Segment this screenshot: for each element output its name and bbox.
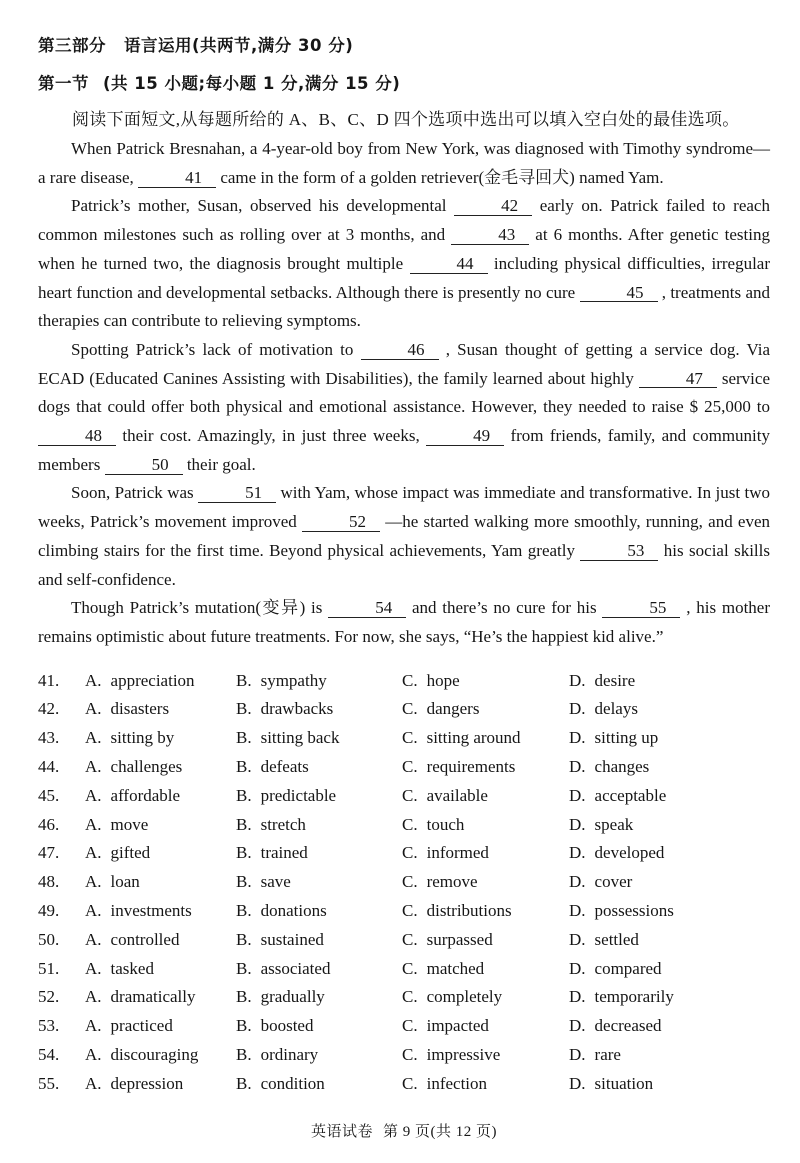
question-number: 52. [38, 987, 60, 1007]
instructions-text: 阅读下面短文,从每题所给的 A、B、C、D 四个选项中选出可以填入空白处的最佳选项。 [72, 110, 740, 129]
option-cell-42-C [402, 695, 569, 724]
footer-page-info: 第 9 页(共 12 页) [383, 1123, 497, 1140]
option-text: dramatically [110, 987, 196, 1007]
option-cell-55-C [402, 1070, 569, 1099]
option-letter: D. [569, 958, 586, 978]
part-heading [38, 32, 770, 56]
question-row-53 [38, 1012, 770, 1041]
option-text: surpassed [426, 929, 493, 949]
option-text: impacted [426, 1016, 489, 1036]
option-text: developed [594, 843, 665, 863]
question-row-49 [38, 897, 770, 926]
cloze-blank-47: 47 [639, 370, 717, 389]
option-letter: D. [569, 728, 586, 748]
option-letter: C. [402, 929, 418, 949]
question-number: 42. [38, 699, 60, 719]
option-cell-52-C [402, 983, 569, 1012]
option-cell-49-B [236, 897, 402, 926]
option-letter: C. [402, 728, 418, 748]
option-letter: D. [569, 987, 586, 1007]
option-cell-52-A [38, 983, 236, 1012]
option-cell-55-D [569, 1070, 770, 1099]
cloze-blank-51: 51 [198, 484, 276, 503]
option-cell-54-C [402, 1041, 569, 1070]
option-text: defeats [260, 757, 309, 777]
option-text: delays [594, 699, 638, 719]
passage-paragraph: Though Patrick’s mutation(变异) is 54 and there’s no cure for his 55 , his mother remains optimistic about future treatments. For now, she says, “He’s the happiest kid alive.” [38, 598, 770, 646]
cloze-blank-44: 44 [410, 255, 488, 274]
question-row-55 [38, 1070, 770, 1099]
option-text: ordinary [260, 1045, 319, 1065]
option-letter: A. [85, 872, 102, 892]
passage-paragraph: Patrick’s mother, Susan, observed his developmental 42 early on. Patrick failed to reach common milestones such as rolling over at 3 months, and 43 at 6 months. After genetic testing when he turned two, the diagnosis brought multiple 44 including physical difficulties, irregular heart function and developmental setbacks. Although there is presently no cure 45 , treatments and therapies can contribute to relieving symptoms. [38, 196, 770, 331]
option-cell-51-A [38, 955, 236, 984]
option-cell-53-C [402, 1012, 569, 1041]
footer-doc-label: 英语试卷 [310, 1123, 373, 1140]
option-text: rare [594, 1045, 621, 1065]
passage-paragraph: Spotting Patrick’s lack of motivation to 46 , Susan thought of getting a service dog. Via ECAD (Educated Canines Assisting with Disabilities), the family learned about highly 47 service dogs that could offer both physical and emotional assistance. However, they needed to raise $ 25,000 to 48 their cost. Amazingly, in just three weeks, 49 from friends, family, and community members 50 their goal. [38, 339, 770, 474]
option-text: loan [110, 872, 140, 892]
cloze-blank-54: 54 [328, 599, 406, 618]
option-cell-53-D [569, 1012, 770, 1041]
question-row-48 [38, 868, 770, 897]
option-letter: D. [569, 1045, 586, 1065]
question-number: 45. [38, 785, 60, 805]
option-text: sitting back [260, 728, 340, 748]
question-row-54 [38, 1041, 770, 1070]
option-letter: C. [402, 843, 418, 863]
option-letter: A. [85, 1045, 102, 1065]
option-letter: D. [569, 872, 586, 892]
option-text: situation [594, 1073, 654, 1093]
option-cell-50-B [236, 926, 402, 955]
option-cell-41-D [569, 667, 770, 696]
option-cell-47-D [569, 839, 770, 868]
option-cell-46-B [236, 811, 402, 840]
option-letter: C. [402, 1073, 418, 1093]
option-cell-44-A [38, 753, 236, 782]
question-number: 43. [38, 728, 60, 748]
option-text: decreased [594, 1016, 662, 1036]
option-cell-50-C [402, 926, 569, 955]
option-letter: A. [85, 987, 102, 1007]
option-letter: A. [85, 785, 102, 805]
option-cell-49-D [569, 897, 770, 926]
option-text: sympathy [260, 670, 327, 690]
question-row-45 [38, 782, 770, 811]
option-text: trained [260, 843, 308, 863]
option-letter: B. [236, 728, 252, 748]
option-letter: A. [85, 929, 102, 949]
option-letter: A. [85, 728, 102, 748]
option-letter: B. [236, 1045, 252, 1065]
question-row-43 [38, 724, 770, 753]
option-text: matched [426, 958, 485, 978]
option-letter: B. [236, 901, 252, 921]
option-text: move [110, 814, 149, 834]
option-cell-54-B [236, 1041, 402, 1070]
option-letter: C. [402, 901, 418, 921]
option-text: appreciation [110, 670, 195, 690]
option-cell-47-A [38, 839, 236, 868]
option-cell-41-A [38, 667, 236, 696]
option-cell-55-A [38, 1070, 236, 1099]
option-letter: D. [569, 1016, 586, 1036]
option-text: changes [594, 757, 650, 777]
option-text: touch [426, 814, 465, 834]
cloze-blank-50: 50 [105, 456, 183, 475]
question-row-44 [38, 753, 770, 782]
cloze-blank-49: 49 [426, 427, 504, 446]
option-letter: C. [402, 958, 418, 978]
option-cell-53-B [236, 1012, 402, 1041]
cloze-blank-43: 43 [451, 226, 529, 245]
option-cell-43-A [38, 724, 236, 753]
option-letter: B. [236, 699, 252, 719]
option-cell-42-D [569, 695, 770, 724]
option-cell-55-B [236, 1070, 402, 1099]
option-cell-41-B [236, 667, 402, 696]
question-number: 41. [38, 670, 60, 690]
option-letter: D. [569, 814, 586, 834]
option-text: requirements [426, 757, 516, 777]
option-cell-43-D [569, 724, 770, 753]
option-cell-49-C [402, 897, 569, 926]
option-cell-54-D [569, 1041, 770, 1070]
option-cell-44-C [402, 753, 569, 782]
passage-paragraph: Soon, Patrick was 51 with Yam, whose impact was immediate and transformative. In just two weeks, Patrick’s movement improved 52 —he started walking more smoothly, running, and even climbing stairs for the first time. Beyond physical achievements, Yam greatly 53 his social skills and self-confidence. [38, 483, 771, 589]
option-text: compared [594, 958, 662, 978]
option-letter: C. [402, 699, 418, 719]
option-text: desire [594, 670, 636, 690]
option-cell-46-A [38, 811, 236, 840]
option-letter: A. [85, 1016, 102, 1036]
option-cell-44-B [236, 753, 402, 782]
option-cell-51-C [402, 955, 569, 984]
option-cell-46-C [402, 811, 569, 840]
option-letter: A. [85, 670, 102, 690]
option-cell-42-A [38, 695, 236, 724]
cloze-blank-55: 55 [602, 599, 680, 618]
question-number: 48. [38, 872, 60, 892]
option-cell-45-D [569, 782, 770, 811]
option-letter: A. [85, 814, 102, 834]
question-row-42 [38, 695, 770, 724]
option-letter: C. [402, 814, 418, 834]
option-letter: B. [236, 929, 252, 949]
option-letter: D. [569, 901, 586, 921]
option-cell-43-C [402, 724, 569, 753]
cloze-blank-52: 52 [302, 513, 380, 532]
option-text: infection [426, 1073, 488, 1093]
passage-paragraph: When Patrick Bresnahan, a 4-year-old boy from New York, was diagnosed with Timothy syndrome—a rare disease, 41 came in the form of a golden retriever(金毛寻回犬) named Yam. [38, 139, 770, 187]
option-cell-43-B [236, 724, 402, 753]
part-title: 语言运用(共两节,满分 30 分) [124, 36, 354, 55]
option-cell-45-B [236, 782, 402, 811]
option-cell-52-B [236, 983, 402, 1012]
question-row-47 [38, 839, 770, 868]
option-cell-41-C [402, 667, 569, 696]
option-text: dangers [426, 699, 480, 719]
option-cell-48-B [236, 868, 402, 897]
option-cell-45-C [402, 782, 569, 811]
option-letter: B. [236, 843, 252, 863]
option-cell-47-C [402, 839, 569, 868]
option-text: available [426, 785, 488, 805]
question-number: 55. [38, 1073, 60, 1093]
question-row-51 [38, 955, 770, 984]
option-cell-53-A [38, 1012, 236, 1041]
option-text: settled [594, 929, 639, 949]
option-letter: C. [402, 1016, 418, 1036]
option-letter: C. [402, 670, 418, 690]
option-text: possessions [594, 901, 674, 921]
question-row-50 [38, 926, 770, 955]
option-letter: B. [236, 958, 252, 978]
option-text: completely [426, 987, 503, 1007]
option-letter: B. [236, 872, 252, 892]
option-text: drawbacks [260, 699, 334, 719]
question-row-52 [38, 983, 770, 1012]
cloze-blank-41: 41 [138, 169, 216, 188]
option-letter: D. [569, 757, 586, 777]
option-cell-48-C [402, 868, 569, 897]
option-letter: B. [236, 785, 252, 805]
passage [38, 135, 770, 652]
option-text: challenges [110, 757, 183, 777]
option-text: practiced [110, 1016, 173, 1036]
option-cell-50-A [38, 926, 236, 955]
cloze-blank-42: 42 [454, 197, 532, 216]
option-letter: B. [236, 1016, 252, 1036]
question-number: 53. [38, 1016, 60, 1036]
option-cell-46-D [569, 811, 770, 840]
option-text: acceptable [594, 785, 667, 805]
option-text: save [260, 872, 291, 892]
option-letter: B. [236, 814, 252, 834]
option-text: hope [426, 670, 460, 690]
option-letter: D. [569, 670, 586, 690]
question-number: 47. [38, 843, 60, 863]
option-text: predictable [260, 785, 337, 805]
option-cell-51-D [569, 955, 770, 984]
option-cell-48-A [38, 868, 236, 897]
options-grid [38, 667, 770, 1099]
exam-page [38, 32, 770, 1141]
option-text: boosted [260, 1016, 314, 1036]
option-letter: D. [569, 929, 586, 949]
option-letter: C. [402, 987, 418, 1007]
option-text: disasters [110, 699, 170, 719]
option-text: sustained [260, 929, 324, 949]
option-cell-51-B [236, 955, 402, 984]
option-text: controlled [110, 929, 180, 949]
cloze-blank-45: 45 [580, 284, 658, 303]
question-number: 54. [38, 1045, 60, 1065]
option-cell-54-A [38, 1041, 236, 1070]
question-number: 49. [38, 901, 60, 921]
option-text: investments [110, 901, 192, 921]
option-letter: B. [236, 757, 252, 777]
option-letter: C. [402, 757, 418, 777]
option-text: tasked [110, 958, 154, 978]
cloze-blank-48: 48 [38, 427, 116, 446]
option-letter: B. [236, 670, 252, 690]
option-letter: D. [569, 699, 586, 719]
option-cell-52-D [569, 983, 770, 1012]
option-cell-50-D [569, 926, 770, 955]
section-info: (共 15 小题;每小题 1 分,满分 15 分) [103, 74, 401, 93]
option-text: sitting by [110, 728, 175, 748]
question-number: 51. [38, 958, 60, 978]
option-letter: C. [402, 785, 418, 805]
option-text: depression [110, 1073, 184, 1093]
option-letter: A. [85, 958, 102, 978]
option-letter: A. [85, 699, 102, 719]
option-letter: C. [402, 1045, 418, 1065]
question-row-46 [38, 811, 770, 840]
option-text: sitting up [594, 728, 659, 748]
option-text: donations [260, 901, 327, 921]
option-cell-47-B [236, 839, 402, 868]
part-label: 第三部分 [38, 36, 106, 55]
option-letter: B. [236, 1073, 252, 1093]
option-letter: B. [236, 987, 252, 1007]
option-cell-44-D [569, 753, 770, 782]
option-text: affordable [110, 785, 181, 805]
option-text: impressive [426, 1045, 501, 1065]
cloze-blank-53: 53 [580, 542, 658, 561]
option-letter: D. [569, 785, 586, 805]
question-row-41 [38, 667, 770, 696]
option-cell-49-A [38, 897, 236, 926]
option-text: condition [260, 1073, 325, 1093]
option-text: sitting around [426, 728, 521, 748]
option-letter: A. [85, 757, 102, 777]
option-letter: A. [85, 1073, 102, 1093]
option-letter: A. [85, 901, 102, 921]
question-number: 50. [38, 929, 60, 949]
option-cell-42-B [236, 695, 402, 724]
option-letter: D. [569, 1073, 586, 1093]
option-text: informed [426, 843, 489, 863]
page-footer [38, 1120, 770, 1141]
option-text: gradually [260, 987, 325, 1007]
option-letter: D. [569, 843, 586, 863]
option-letter: C. [402, 872, 418, 892]
question-number: 44. [38, 757, 60, 777]
option-text: discouraging [110, 1045, 199, 1065]
question-number: 46. [38, 814, 60, 834]
option-text: remove [426, 872, 478, 892]
option-text: associated [260, 958, 331, 978]
option-letter: A. [85, 843, 102, 863]
section-heading [38, 70, 770, 94]
section-label: 第一节 [38, 74, 89, 93]
option-text: distributions [426, 901, 512, 921]
option-cell-45-A [38, 782, 236, 811]
option-cell-48-D [569, 868, 770, 897]
cloze-blank-46: 46 [361, 341, 439, 360]
option-text: stretch [260, 814, 306, 834]
option-text: speak [594, 814, 634, 834]
option-text: gifted [110, 843, 151, 863]
option-text: temporarily [594, 987, 674, 1007]
option-text: cover [594, 872, 633, 892]
